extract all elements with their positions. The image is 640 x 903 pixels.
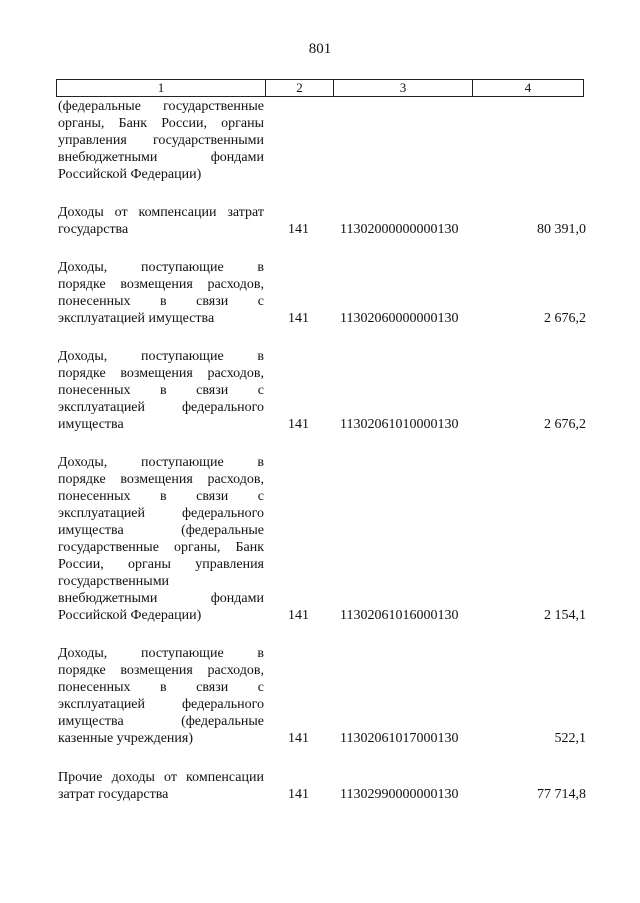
row-description-line: эксплуатацией федерального [58, 697, 264, 712]
row-description-line: имущества (федеральные [58, 523, 264, 538]
row-description-line: имущества [58, 417, 124, 432]
row-description [58, 454, 264, 624]
row-description-line: казенные учреждения) [58, 731, 194, 746]
row-description-line: эксплуатацией федерального [58, 506, 264, 521]
row-code: 141 [288, 787, 309, 802]
row-description-line: затрат государства [58, 787, 169, 802]
column-header-1: 1 [57, 80, 266, 97]
row-description [58, 204, 264, 238]
row-kbk: 11302061010000130 [340, 417, 459, 432]
row-description-line: понесенных в связи с [58, 294, 264, 309]
row-description-line: Доходы, поступающие в [58, 646, 264, 661]
row-description-line: (федеральные государственные [58, 99, 264, 114]
row-code: 141 [288, 311, 309, 326]
row-description-line: государства [58, 222, 129, 237]
row-description [58, 645, 264, 747]
row-amount: 2 154,1 [544, 608, 586, 623]
row-description-line: управления государственными [58, 133, 264, 148]
row-kbk: 11302061017000130 [340, 731, 459, 746]
row-description-line: порядке возмещения расходов, [58, 663, 264, 678]
row-description-line: понесенных в связи с [58, 680, 264, 695]
row-amount: 77 714,8 [537, 787, 586, 802]
row-description-line: эксплуатацией имущества [58, 311, 215, 326]
row-description-line: Доходы, поступающие в [58, 455, 264, 470]
row-description-line: порядке возмещения расходов, [58, 472, 264, 487]
column-header-4: 4 [473, 80, 584, 97]
row-description-line: России, органы управления [58, 557, 264, 572]
row-amount: 2 676,2 [544, 311, 586, 326]
row-kbk: 11302990000000130 [340, 787, 459, 802]
row-description-line: государственные органы, Банк [58, 540, 264, 555]
row-description-line: внебюджетными фондами [58, 150, 264, 165]
row-description [58, 259, 264, 327]
row-amount: 2 676,2 [544, 417, 586, 432]
row-code: 141 [288, 222, 309, 237]
page-number: 801 [308, 41, 332, 57]
row-amount: 80 391,0 [537, 222, 586, 237]
row-description-line: Российской Федерации) [58, 608, 202, 623]
row-amount: 522,1 [554, 731, 586, 746]
row-description [58, 98, 264, 183]
row-description-line: понесенных в связи с [58, 383, 264, 398]
row-description-line: внебюджетными фондами [58, 591, 264, 606]
row-description-line: Прочие доходы от компенсации [58, 770, 264, 785]
row-kbk: 11302060000000130 [340, 311, 459, 326]
row-description-line: Доходы, поступающие в [58, 349, 264, 364]
row-description-line: имущества (федеральные [58, 714, 264, 729]
row-code: 141 [288, 608, 309, 623]
row-description-line: Доходы, поступающие в [58, 260, 264, 275]
column-header-table [56, 79, 584, 97]
row-description-line: порядке возмещения расходов, [58, 277, 264, 292]
row-description-line: эксплуатацией федерального [58, 400, 264, 415]
row-kbk: 11302000000000130 [340, 222, 459, 237]
row-description-line: понесенных в связи с [58, 489, 264, 504]
row-description-line: государственными [58, 574, 170, 589]
row-description-line: Доходы от компенсации затрат [58, 205, 264, 220]
column-header-3: 3 [334, 80, 473, 97]
row-kbk: 11302061016000130 [340, 608, 459, 623]
row-code: 141 [288, 417, 309, 432]
row-description-line: порядке возмещения расходов, [58, 366, 264, 381]
column-header-row [57, 80, 584, 97]
row-description [58, 348, 264, 433]
row-description-line: органы, Банк России, органы [58, 116, 264, 131]
row-description-line: Российской Федерации) [58, 167, 202, 182]
column-header-2: 2 [266, 80, 334, 97]
row-code: 141 [288, 731, 309, 746]
row-description [58, 769, 264, 803]
